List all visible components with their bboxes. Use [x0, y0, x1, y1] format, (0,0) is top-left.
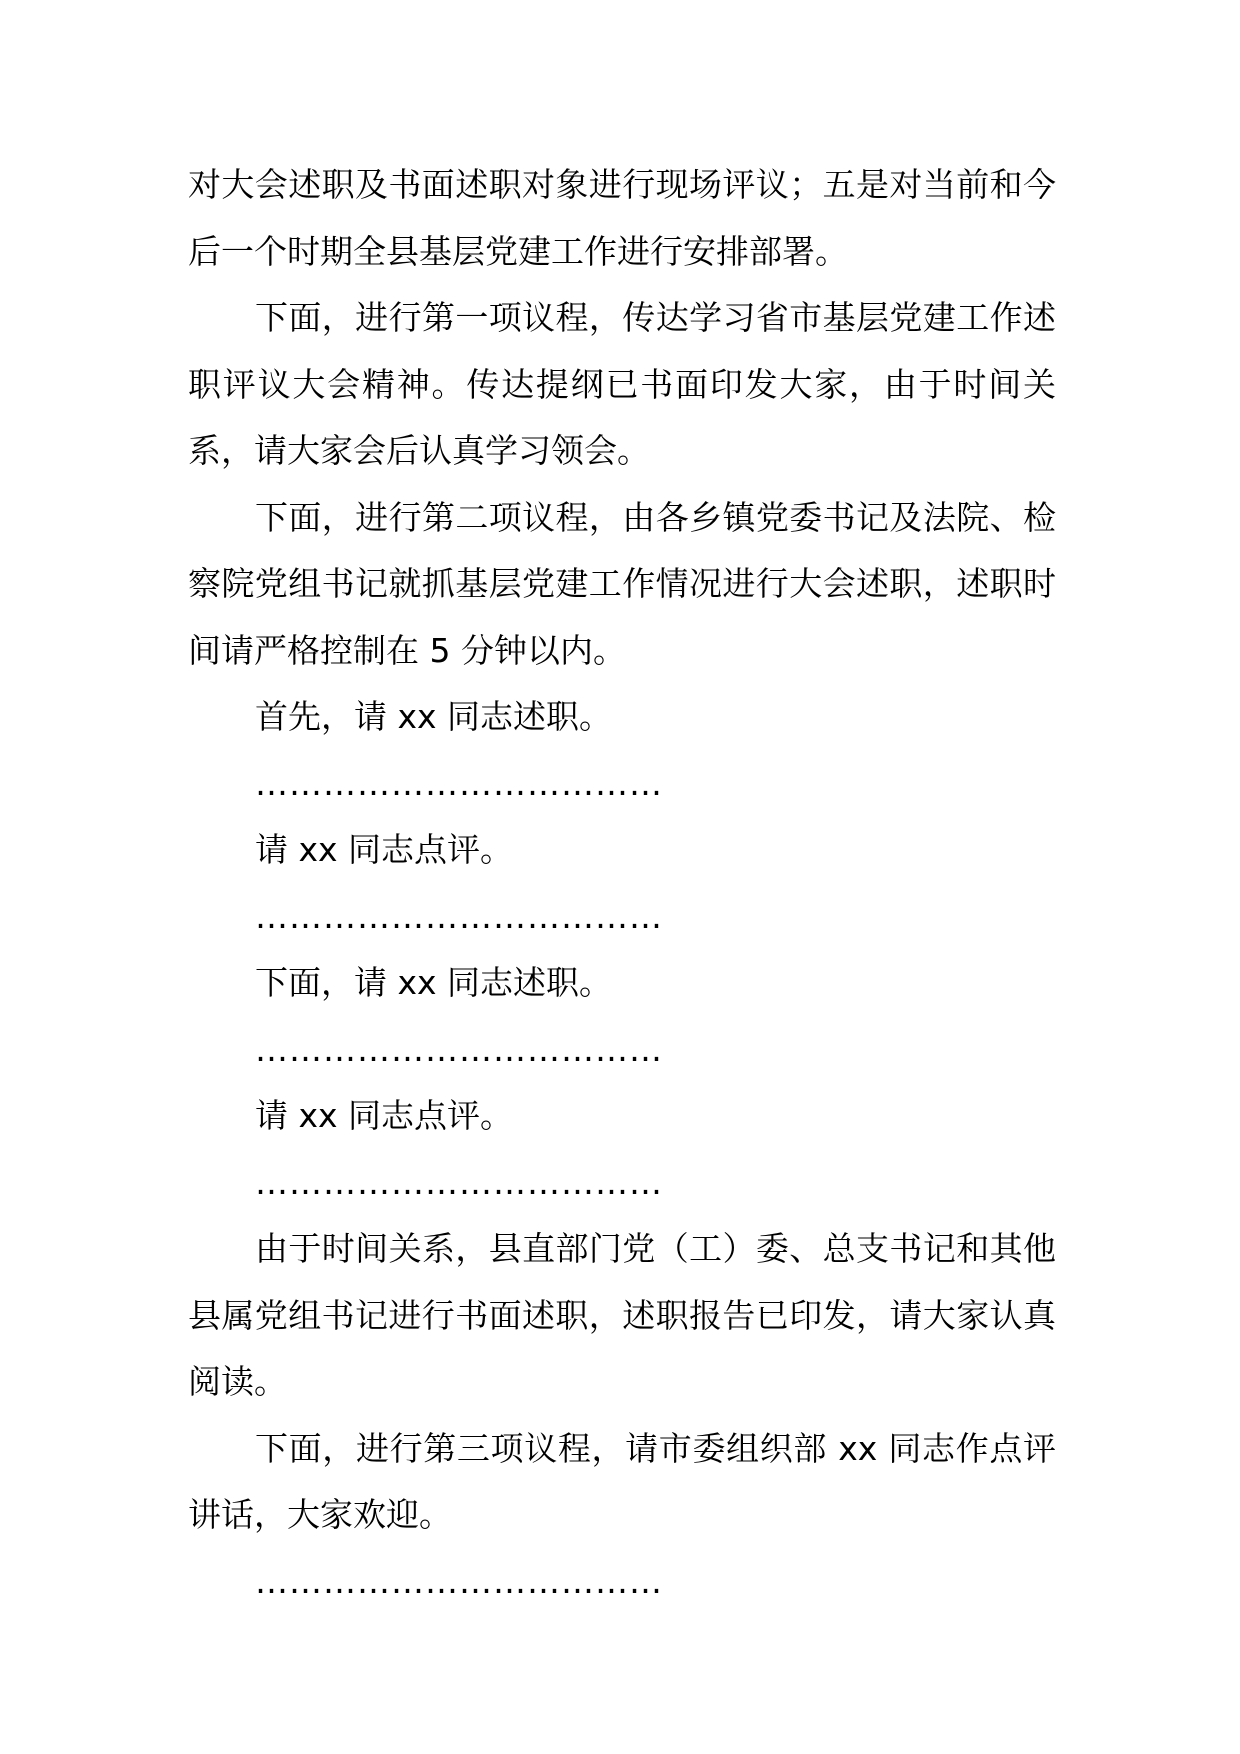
paragraph-agenda-three: 下面，进行第三项议程，请市委组织部 xx 同志作点评讲话，大家欢迎。	[188, 1428, 1056, 1534]
ellipsis-line: ………………………………	[255, 896, 663, 936]
ellipsis-line: ………………………………	[255, 763, 663, 803]
paragraph-next-review: 请 xx 同志点评。	[255, 1096, 514, 1135]
paragraph-written-reports: 由于时间关系，县直部门党（工）委、总支书记和其他县属党组书记进行书面述职，述职报告已印发，请大家认真阅读。	[188, 1229, 1056, 1401]
ellipsis-line: ………………………………	[255, 1162, 663, 1202]
paragraph-first-review: 请 xx 同志点评。	[255, 830, 514, 869]
document-page	[188, 152, 1056, 1615]
paragraph-agenda-item-five: 对大会述职及书面述职对象进行现场评议；五是对当前和今后一个时期全县基层党建工作进行安排部署。	[188, 165, 1056, 271]
paragraph-agenda-two: 下面，进行第二项议程，由各乡镇党委书记及法院、检察院党组书记就抓基层党建工作情况进行大会述职，述职时间请严格控制在 5 分钟以内。	[188, 497, 1056, 670]
paragraph-agenda-one: 下面，进行第一项议程，传达学习省市基层党建工作述职评议大会精神。传达提纲已书面印发大家，由于时间关系，请大家会后认真学习领会。	[188, 298, 1056, 470]
ellipsis-line: ………………………………	[255, 1561, 663, 1601]
ellipsis-line: ………………………………	[255, 1029, 663, 1069]
paragraph-first-report: 首先，请 xx 同志述职。	[255, 697, 613, 736]
paragraph-next-report: 下面，请 xx 同志述职。	[255, 963, 613, 1002]
